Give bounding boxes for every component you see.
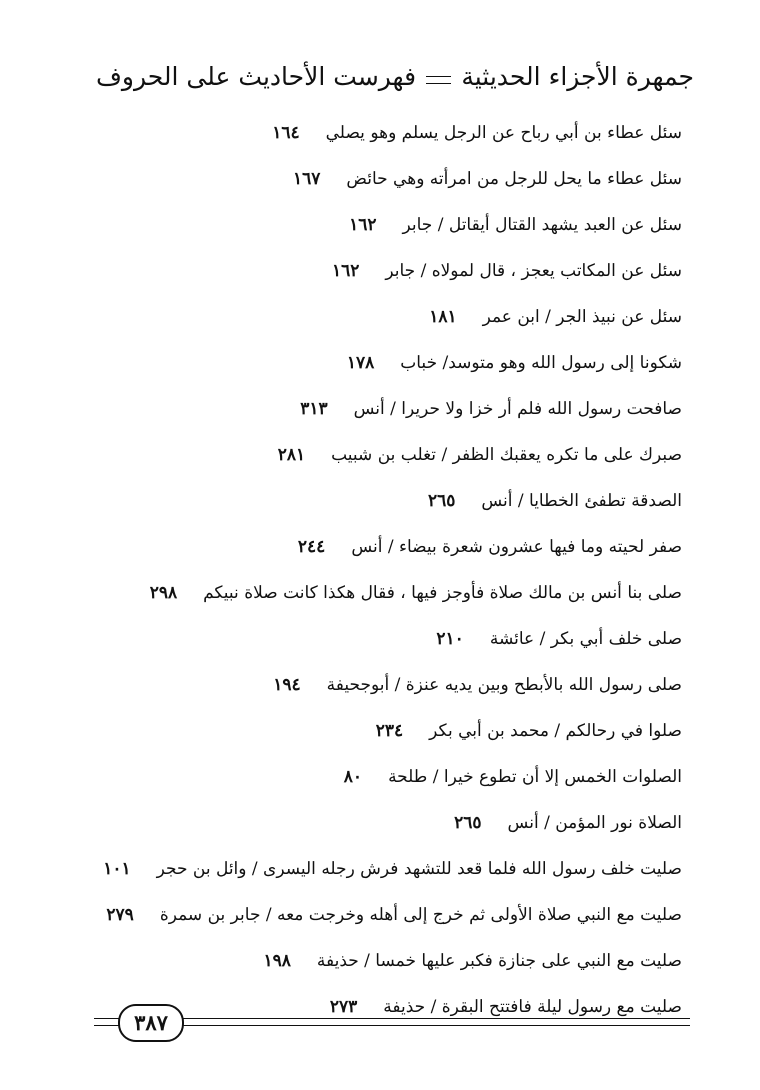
entry-page-number: ٢٣٤ — [375, 721, 404, 741]
index-entry — [106, 892, 682, 938]
entry-page-number: ٨٠ — [343, 767, 363, 787]
index-entry — [429, 294, 682, 340]
entry-text: شكونا إلى رسول الله وهو متوسد/ خباب — [400, 353, 682, 373]
entry-page-number: ١٦٢ — [349, 215, 377, 235]
book-title: جمهرة الأجزاء الحديثية — [461, 61, 694, 91]
entry-text: سئل عن العبد يشهد القتال أيقاتل / جابر — [402, 215, 682, 235]
entry-text: صليت خلف رسول الله فلما قعد للتشهد فرش رجله اليسرى / وائل بن حجر — [156, 859, 682, 879]
index-entry — [272, 110, 682, 156]
page-footer — [94, 1004, 690, 1044]
entry-page-number: ١٩٨ — [263, 951, 291, 971]
entry-page-number: ٢٧٣ — [329, 997, 358, 1017]
entry-text: صليت مع النبي على جنازة فكبر عليها خمسا / حذيفة — [316, 951, 682, 971]
entry-text: الصدقة تطفئ الخطايا / أنس — [481, 491, 682, 511]
entry-text: صليت مع رسول ليلة فافتتح البقرة / حذيفة — [383, 997, 682, 1017]
entry-text: صلى رسول الله بالأبطح وبين يديه عنزة / أبوجحيفة — [326, 675, 682, 695]
index-entry — [454, 800, 682, 846]
entry-text: صفر لحيته وما فيها عشرون شعرة بيضاء / أنس — [351, 537, 682, 557]
entry-page-number: ٢٩٨ — [149, 583, 178, 603]
entry-text: صلوا في رحالكم / محمد بن أبي بكر — [429, 721, 682, 741]
entry-text: سئل عن نبيذ الجر / ابن عمر — [482, 307, 682, 327]
entry-page-number: ٣١٣ — [300, 399, 328, 419]
page-header — [96, 56, 694, 96]
entry-page-number: ٢٦٥ — [454, 813, 482, 833]
entry-page-number: ١٧٨ — [346, 353, 375, 373]
index-entry — [349, 202, 682, 248]
entry-text: الصلاة نور المؤمن / أنس — [507, 813, 682, 833]
index-entry — [298, 524, 682, 570]
entry-text: سئل عطاء ما يحل للرجل من امرأته وهي حائض — [346, 169, 682, 189]
entry-text: صبرك على ما تكره يعقبك الظفر / تغلب بن شبيب — [331, 445, 682, 465]
entry-text: صافحت رسول الله فلم أر خزا ولا حريرا / أنس — [353, 399, 682, 419]
index-entry — [436, 616, 682, 662]
footer-rule — [154, 1018, 690, 1026]
entry-page-number: ١٦٢ — [331, 261, 360, 281]
entry-page-number: ١٦٤ — [272, 123, 300, 143]
page-number-badge: ٣٨٧ — [118, 1004, 184, 1042]
entry-page-number: ١٨١ — [429, 307, 457, 327]
header-rule — [426, 76, 451, 84]
entry-page-number: ٢٤٤ — [297, 537, 326, 557]
index-entry — [263, 938, 682, 984]
section-title: فهرست الأحاديث على الحروف — [96, 61, 417, 91]
index-entry — [150, 570, 682, 616]
index-entry — [278, 432, 682, 478]
entry-text: سئل عطاء بن أبي رباح عن الرجل يسلم وهو يصلي — [325, 123, 682, 143]
index-entry — [293, 156, 682, 202]
index-entry — [344, 754, 682, 800]
entry-text: الصلوات الخمس إلا أن تطوع خيرا / طلحة — [388, 767, 682, 787]
index-entry — [103, 846, 682, 892]
entry-page-number: ٢٧٩ — [106, 905, 134, 925]
entry-page-number: ١٦٧ — [293, 169, 321, 189]
entry-text: صلى خلف أبي بكر / عائشة — [489, 629, 682, 649]
index-entry — [300, 386, 682, 432]
entry-text: صلى بنا أنس بن مالك صلاة فأوجز فيها ، فقال هكذا كانت صلاة نبيكم — [203, 583, 682, 603]
entry-text: سئل عن المكاتب يعجز ، قال لمولاه / جابر — [385, 261, 682, 281]
entry-text: صليت مع النبي صلاة الأولى ثم خرج إلى أهله وخرجت معه / جابر بن سمرة — [159, 905, 682, 925]
entry-page-number: ٢٦٥ — [427, 491, 456, 511]
index-entry — [376, 708, 682, 754]
index-entry — [428, 478, 682, 524]
index-entry — [347, 340, 682, 386]
entry-page-number: ٢٨١ — [277, 445, 306, 465]
entry-page-number: ١٩٤ — [273, 675, 301, 695]
index-entry — [273, 662, 682, 708]
entry-page-number: ١٠١ — [103, 859, 131, 879]
entry-page-number: ٢١٠ — [436, 629, 464, 649]
index-entry — [332, 248, 682, 294]
